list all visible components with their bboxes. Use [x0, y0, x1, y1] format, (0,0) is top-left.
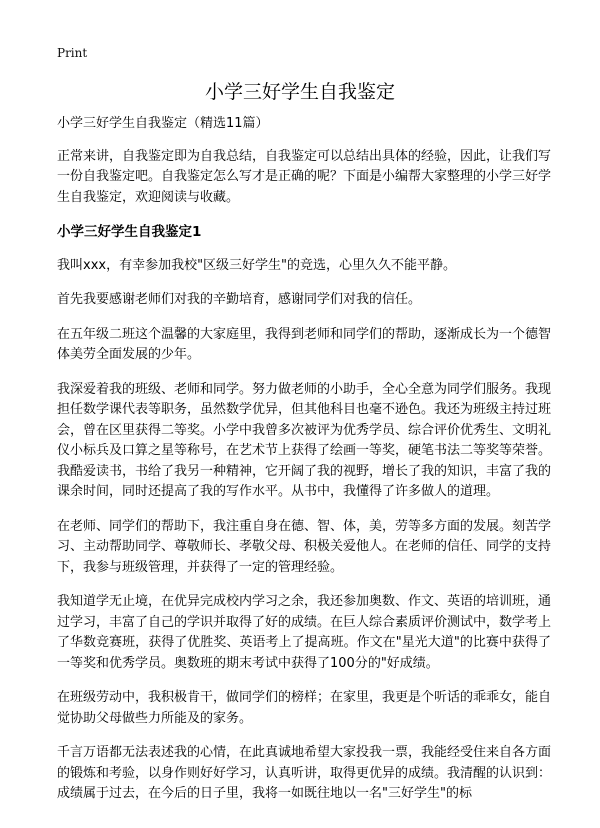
paragraph: 我叫xxx，有幸参加我校"区级三好学生"的竞选，心里久久不能平静。	[57, 257, 457, 273]
article-body	[57, 114, 551, 819]
paragraph: 在五年级二班这个温馨的大家庭里，我得到老师和同学们的帮助，逐渐成长为一个德智体美劳全面发展的少年。	[57, 326, 552, 362]
intro-paragraph: 正常来讲，自我鉴定即为自我总结，自我鉴定可以总结出具体的经验，因此，让我们写一份自我鉴定吧。自我鉴定怎么写才是正确的呢？下面是小编帮大家整理的小学三好学生自我鉴定，欢迎阅读与收藏。	[57, 148, 552, 205]
print-link[interactable]: Print	[57, 46, 88, 60]
paragraph: 在老师、同学们的帮助下，我注重自身在德、智、体，美，劳等多方面的发展。刻苦学习、主动帮助同学、尊敬师长、孝敬父母、积极关爱他人。在老师的信任、同学的支持下，我参与班级管理，并获得了一定的管理经验。	[57, 518, 552, 575]
section-heading: 小学三好学生自我鉴定1	[57, 224, 202, 240]
paragraph: 千言万语都无法表述我的心情，在此真诚地希望大家投我一票，我能经受住来自各方面的锻炼和考验，以身作则好好学习，认真听讲，取得更优异的成绩。我清醒的认识到：成绩属于过去，在今后的日子里，我将一如既往地以一名"三好学生"的标	[57, 745, 552, 801]
paragraph: 我知道学无止境，在优异完成校内学习之余，我还参加奥数、作文、英语的培训班，通过学习，丰富了自己的学识并取得了好的成绩。在巨人综合素质评价测试中，数学考上了华数竞赛班，获得了优胜奖、英语考上了提高班。作文在"星光大道"的比赛中获得了一等奖和优秀学员。奥数班的期末考试中获得了100分的"好成绩。	[57, 594, 552, 671]
paragraph: 首先我要感谢老师们对我的辛勤培育，感谢同学们对我的信任。	[57, 292, 422, 307]
article-subtitle: 小学三好学生自我鉴定（精选11篇）	[57, 116, 269, 131]
page-title: 小学三好学生自我鉴定	[204, 81, 395, 103]
paragraph: 在班级劳动中，我积极肯干，做同学们的榜样；在家里，我更是个听话的乖乖女，能自觉协助父母做些力所能及的家务。	[57, 690, 552, 726]
paragraph: 我深爱着我的班级、老师和同学。努力做老师的小助手，全心全意为同学们服务。我现担任数学课代表等职务，虽然数学优异，但其他科目也毫不逊色。我还为班级主持过班会，曾在区里获得二等奖。小学中我曾多次被评为优秀学员、综合评价优秀生、文明礼仪小标兵及口算之星等称号，在艺术节上获得了绘画一等奖，硬笔书法二等奖等荣誉。我酷爱读书，书给了我另一种精神，它开阔了我的视野，增长了我的知识，丰富了我的课余时间，同时还提高了我的写作水平。从书中，我懂得了许多做人的道理。	[57, 381, 552, 499]
